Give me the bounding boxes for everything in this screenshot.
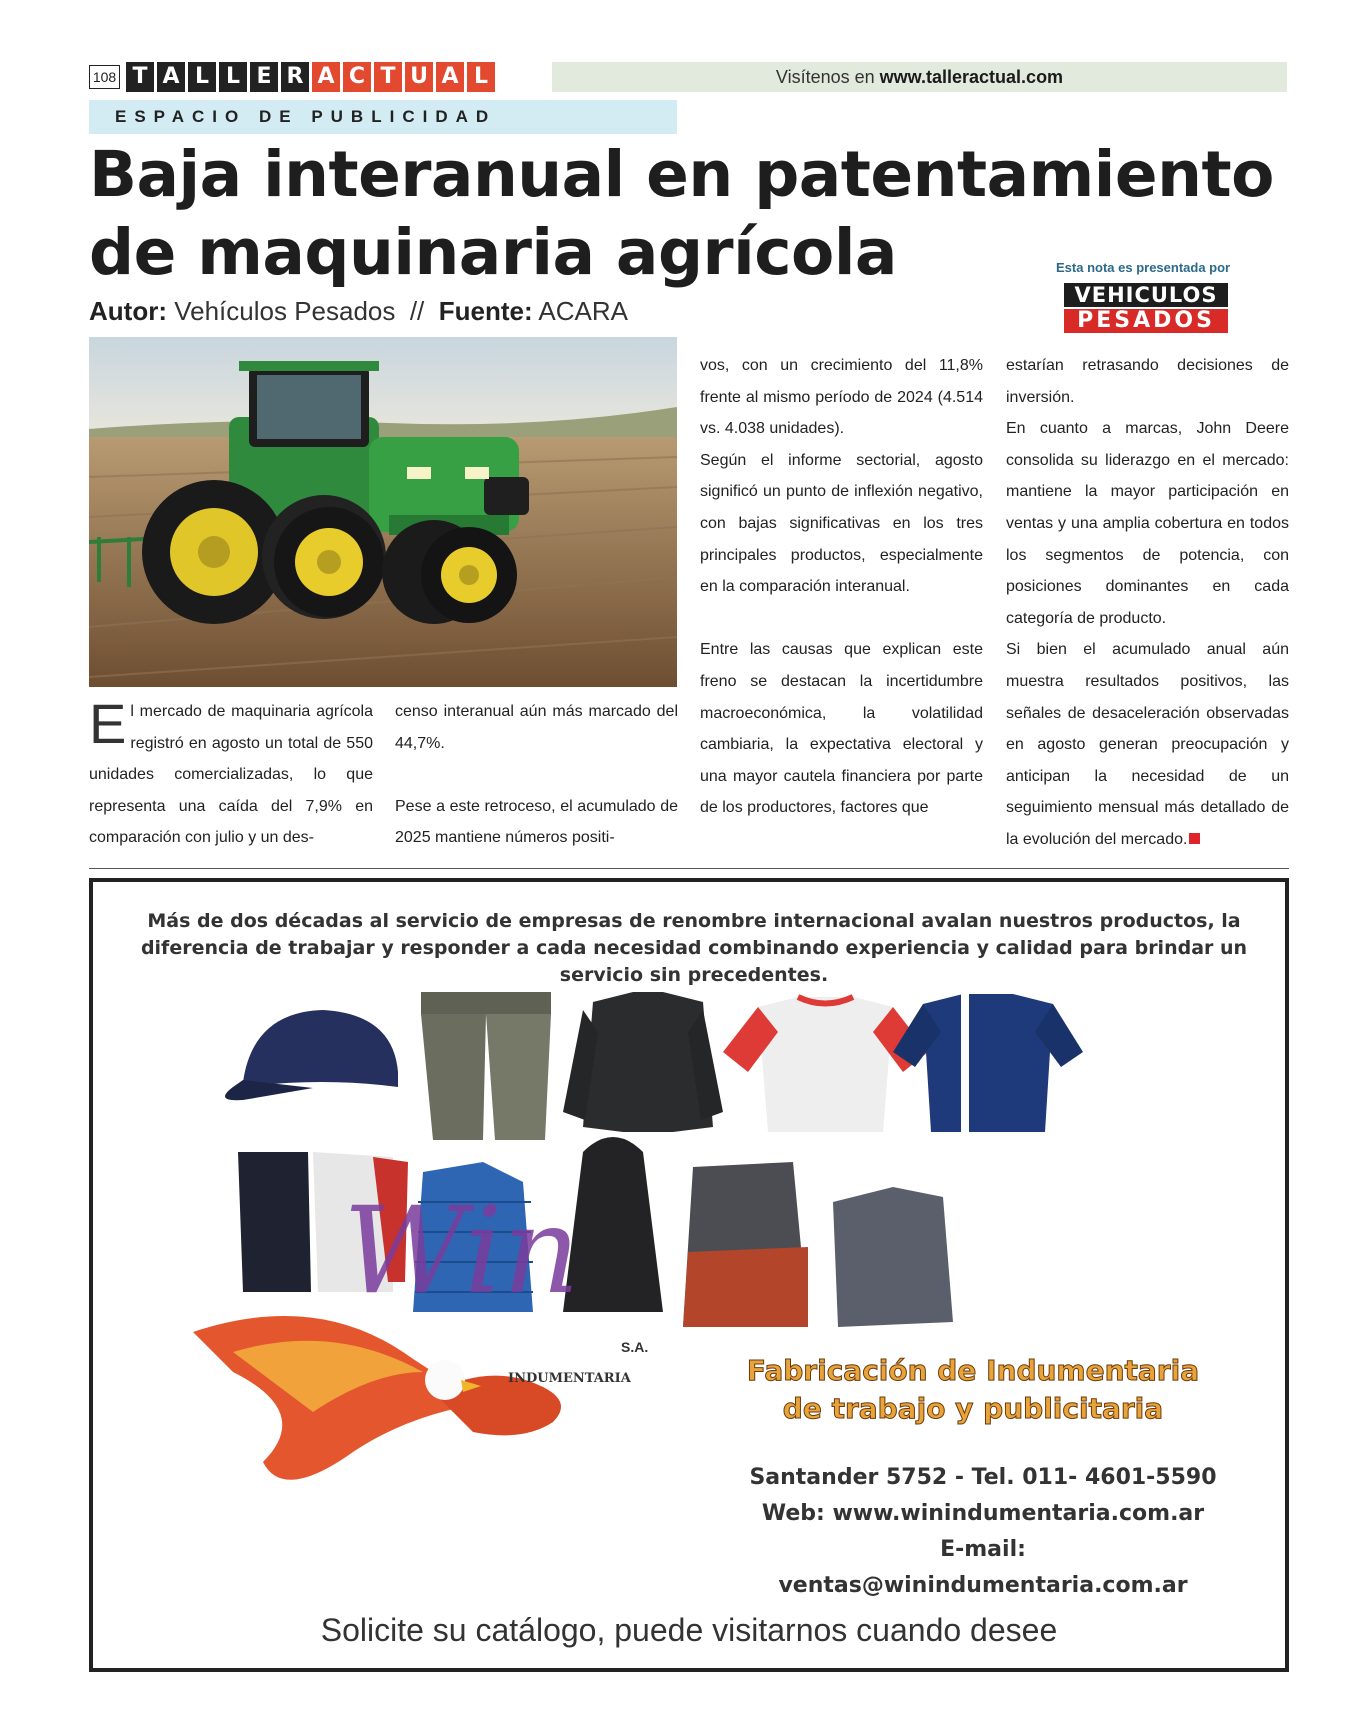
article-column-2 (395, 696, 678, 854)
tshirt-icon (893, 994, 1083, 1132)
sponsor-logo-top: VEHICULOS (1064, 283, 1228, 307)
ad-contact (733, 1460, 1233, 1604)
article-column-3 (700, 350, 983, 824)
article-column-1 (89, 692, 373, 854)
paragraph: censo interanual aún más marcado del 44,7%. (395, 703, 678, 752)
ad-address: Santander 5752 - Tel. 011- 4601-5590 (749, 1465, 1217, 1490)
brand-letter: L (188, 62, 216, 92)
paragraph: Pese a este retroceso, el acumulado de 2025 mantiene números positi- (395, 797, 678, 847)
drop-cap: E (89, 692, 127, 755)
tractor-illustration (89, 337, 677, 687)
tshirt-icon (723, 997, 928, 1132)
brand-letter: T (126, 62, 154, 92)
paragraph: En cuanto a marcas, John Deere consolida su liderazgo en el mercado: mantiene la mayor participación en ventas y una amplia cobertura en todos los segmentos de potencia, con posiciones dominantes en cada categoría de producto. (1006, 420, 1289, 627)
brand-letter: A (312, 62, 340, 92)
paragraph: vos, con un crecimiento del 11,8% frente al mismo período de 2024 (4.514 vs. 4.038 unidades). (700, 357, 983, 438)
sponsor-caption: Esta nota es presentada por (1056, 260, 1231, 275)
sponsor-logo-bottom: PESADOS (1064, 309, 1228, 333)
ad-email-link[interactable]: E-mail: ventas@winindumentaria.com.ar (778, 1537, 1188, 1598)
shirt-icon (563, 992, 723, 1132)
source-label: Fuente: (438, 296, 533, 326)
brand-wordmark (126, 62, 498, 92)
brand-letter: A (157, 62, 185, 92)
ad-headline: Más de dos décadas al servicio de empresas de renombre internacional avalan nuestros productos, la diferencia de trabajar y responder a cada necesidad combinando experiencia y calidad para brindar un servicio sin precedentes. (140, 910, 1248, 986)
tractor-photo (89, 337, 677, 687)
visit-banner (552, 62, 1287, 92)
cap-icon (225, 1010, 398, 1100)
brand-letter: A (436, 62, 464, 92)
masthead (89, 62, 1287, 92)
ad-tagline (713, 1352, 1233, 1428)
page-number: 108 (89, 65, 120, 89)
brand-logo-sa: S.A. (621, 1339, 649, 1355)
visit-prefix: Visítenos en (775, 67, 880, 87)
eagle-logo-icon (193, 1316, 561, 1480)
ad-tagline-line-1: Fabricación de Indumentaria (746, 1354, 1200, 1387)
author-name: Vehículos Pesados (174, 296, 396, 326)
article-column-4 (1006, 350, 1289, 856)
brand-letter: L (467, 62, 495, 92)
divider (89, 868, 1289, 869)
headline-line-2: de maquinaria agrícola (89, 216, 897, 289)
website-link[interactable]: www.talleractual.com (879, 67, 1064, 87)
brand-logo-text: Win (343, 1182, 580, 1321)
section-label: ESPACIO DE PUBLICIDAD (89, 100, 677, 134)
source-name: ACARA (538, 296, 628, 326)
paragraph: l mercado de maquinaria agrícola registró en agosto un total de 550 unidades comercializadas, lo que representa una caída del 7,9% en comparación con julio y un des- (89, 703, 373, 847)
brand-letter: L (219, 62, 247, 92)
author-label: Autor: (89, 296, 167, 326)
brand-letter: T (374, 62, 402, 92)
byline (89, 296, 628, 327)
ad-footer: Solicite su catálogo, puede visitarnos cuando desee (320, 1612, 1058, 1648)
advertisement (89, 878, 1289, 1672)
clothing-collage (193, 992, 1193, 1512)
headline-line-1: Baja interanual en patentamiento (89, 138, 1274, 211)
brand-letter: C (343, 62, 371, 92)
brand-letter: E (250, 62, 278, 92)
end-mark-icon (1189, 833, 1200, 844)
ad-tagline-line-2: de trabajo y publicitaria (782, 1392, 1164, 1425)
sponsor-logo (1064, 283, 1228, 333)
brand-letter: R (281, 62, 309, 92)
jacket-icon (683, 1162, 808, 1327)
brand-logo-subtitle: INDUMENTARIA (508, 1371, 631, 1386)
paragraph: Entre las causas que explican este freno se destacan la incertidumbre macroeconómica, la volatilidad cambiaria, la expectativa electoral y una mayor cautela financiera por parte de los productores, factores que (700, 641, 983, 817)
brand-letter: U (405, 62, 433, 92)
jacket-icon (833, 1187, 953, 1327)
pants-icon (421, 992, 551, 1140)
paragraph: estarían retrasando decisiones de inversión. (1006, 357, 1289, 406)
paragraph: Si bien el acumulado anual aún muestra resultados positivos, las señales de desaceleración observadas en agosto generan preocupación y anticipan la necesidad de un seguimiento mensual más detallado de la evolución del mercado. (1006, 641, 1289, 848)
byline-separator: // (409, 296, 425, 326)
paragraph: Según el informe sectorial, agosto significó un punto de inflexión negativo, con bajas significativas en los tres principales productos, especialmente en la comparación interanual. (700, 451, 983, 596)
ad-web-link[interactable]: Web: www.winindumentaria.com.ar (761, 1501, 1205, 1526)
